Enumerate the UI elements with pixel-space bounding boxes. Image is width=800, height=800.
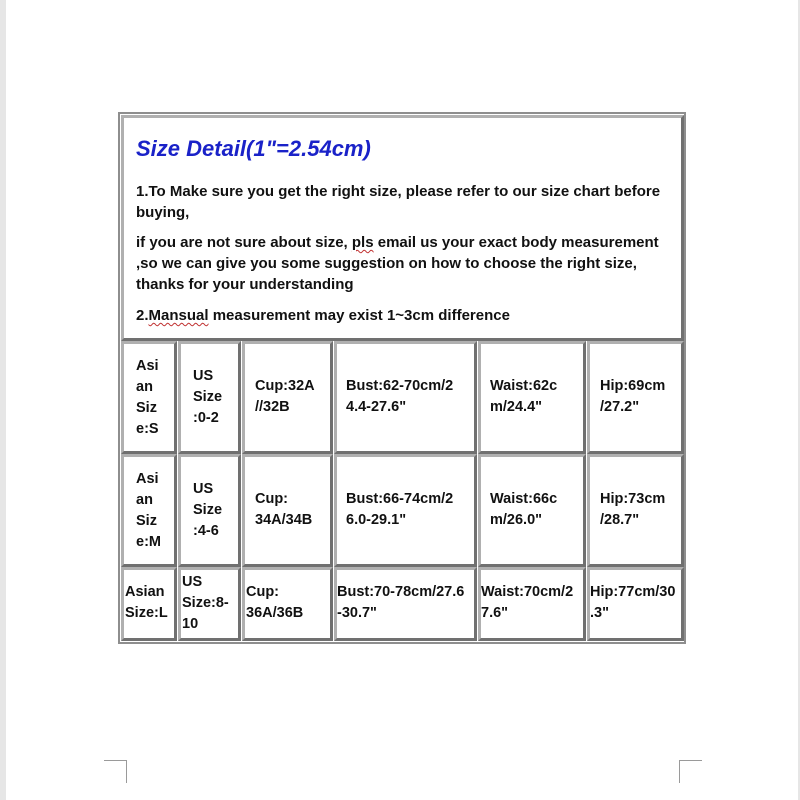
- instruction-paragraph-2: [136, 232, 681, 295]
- r3-asian-size: Asian Size:L: [125, 584, 168, 621]
- r3-waist: Waist:70cm/2 7.6": [481, 584, 574, 621]
- para2-start: if you are not sure about size,: [136, 234, 352, 251]
- r1-hip: Hip:69cm /27.2": [600, 378, 666, 415]
- page-corner-mark-right: [679, 760, 702, 783]
- para3-suffix: measurement may exist 1~3cm difference: [208, 307, 510, 324]
- r3-us-size: US Size:8- 10: [182, 574, 229, 632]
- instruction-paragraph-1: 1.To Make sure you get the right size, please refer to our size chart before buying,: [136, 183, 661, 221]
- r2-asian-size: Asi an Siz e:M: [136, 471, 161, 550]
- page-left-edge: [0, 0, 6, 800]
- r2-hip: Hip:73cm /28.7": [600, 491, 666, 528]
- r1-cup: Cup:32A //32B: [255, 378, 315, 415]
- mansual-word: Mansual: [148, 307, 209, 324]
- r2-us-size: US Size :4-6: [193, 481, 223, 539]
- r3-hip: Hip:77cm/30 .3": [590, 584, 676, 621]
- r1-asian-size: Asi an Siz e:S: [136, 358, 159, 437]
- r3-bust: Bust:70-78cm/27.6 -30.7": [337, 584, 465, 621]
- para2-end: email us your exact body measurement ,so we can give you some suggestion on how to choose the right size, thanks for your understanding: [136, 234, 659, 293]
- para3-prefix: 2.: [136, 307, 149, 324]
- size-detail-title: Size Detail(1"=2.54cm): [136, 136, 371, 161]
- r2-cup: Cup: 34A/34B: [255, 491, 313, 528]
- r2-bust: Bust:66-74cm/2 6.0-29.1": [346, 491, 454, 528]
- r3-cup: Cup: 36A/36B: [246, 584, 304, 621]
- pls-word: pls: [351, 234, 374, 251]
- r1-waist: Waist:62c m/24.4": [490, 378, 558, 415]
- page-corner-mark-left: [104, 760, 127, 783]
- instruction-paragraph-3: [136, 305, 681, 326]
- r1-bust: Bust:62-70cm/2 4.4-27.6": [346, 378, 454, 415]
- r1-us-size: US Size :0-2: [193, 368, 223, 426]
- r2-waist: Waist:66c m/26.0": [490, 491, 558, 528]
